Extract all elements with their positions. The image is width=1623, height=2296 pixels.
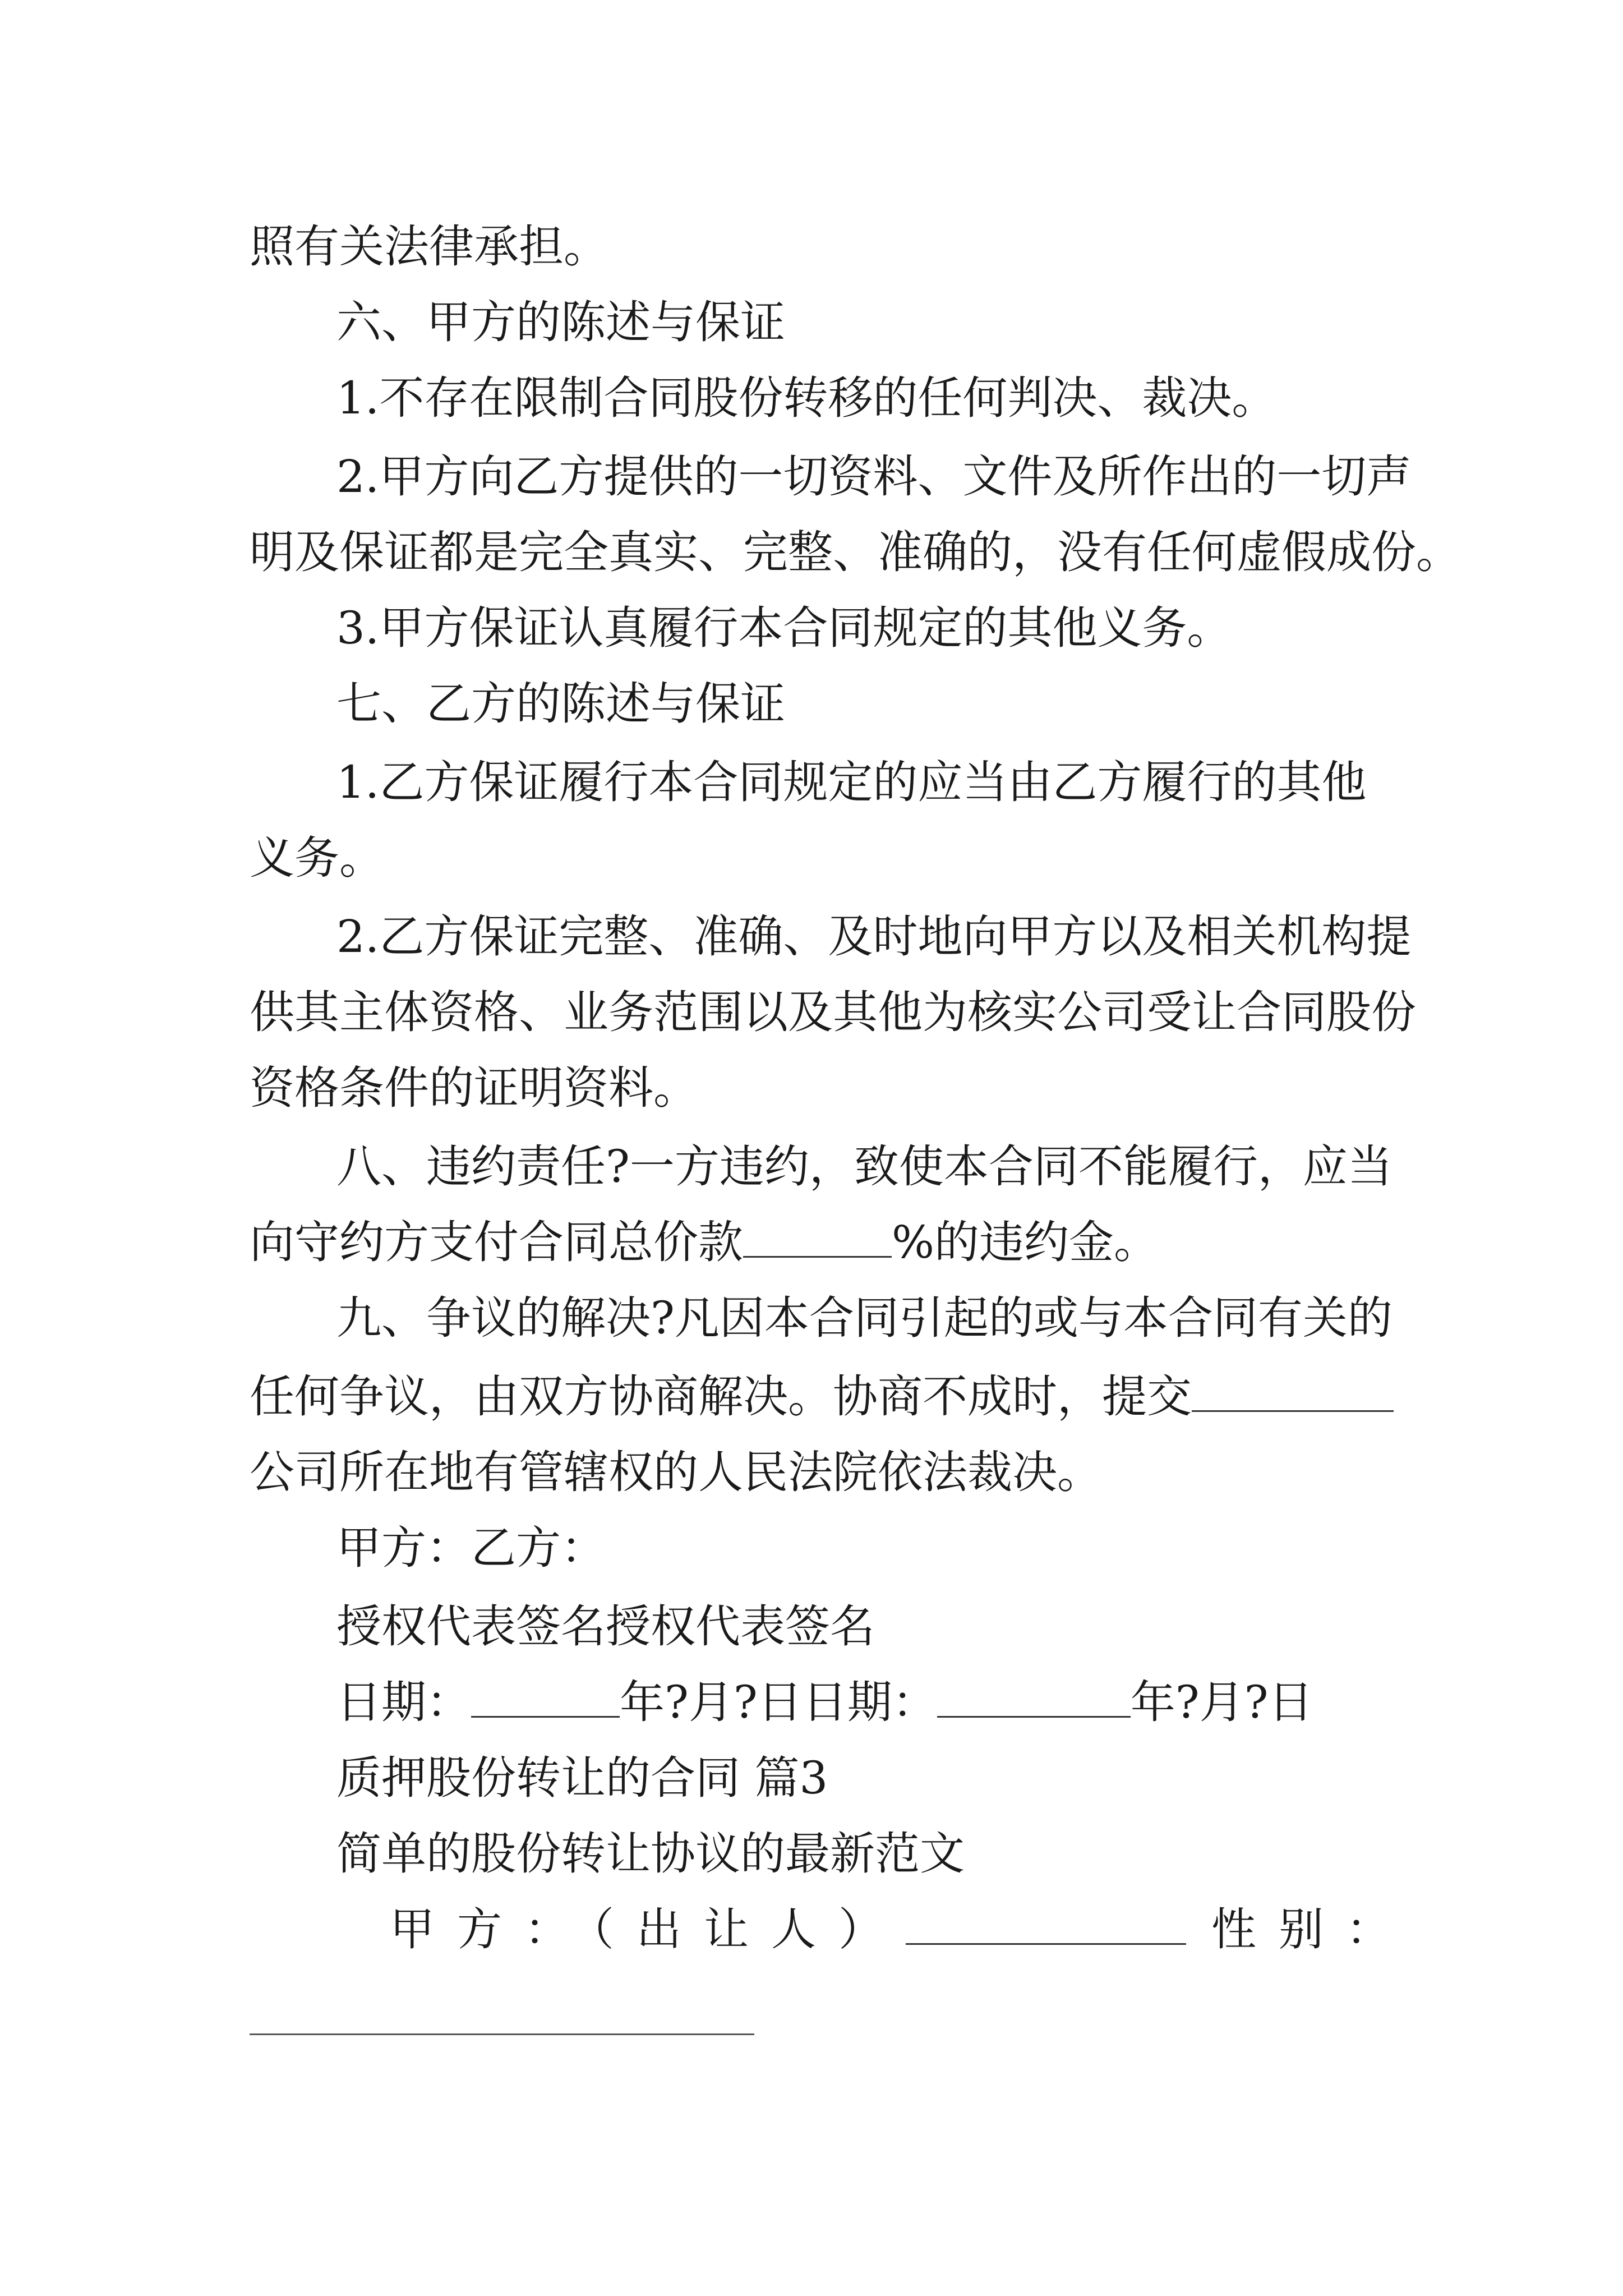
date-label-c: 年?月?日 (1130, 1676, 1313, 1728)
penalty-percent-blank (743, 1219, 892, 1258)
footnote-rule (250, 2033, 754, 2035)
clause-7-2-line3: 资格条件的证明资料。 (250, 1062, 698, 1114)
party-a-label: 甲方：（出让人） (390, 1903, 906, 1955)
section-9-text: 任何争议，由双方协商解决。协商不成时，提交 (250, 1370, 1192, 1423)
party-a-name-blank (906, 1906, 1186, 1945)
clause-7-1-line1: 1.乙方保证履行本合同规定的应当由乙方履行的其他 (336, 756, 1367, 808)
section-9-line3: 公司所在地有管辖权的人民法院依法裁决。 (250, 1446, 1102, 1498)
date-label-a: 日期： (336, 1676, 471, 1728)
party-a-line (390, 1902, 1186, 1958)
paragraph-line: 照有关法律承担。 (250, 220, 608, 273)
party-labels: 甲方：乙方： (336, 1522, 606, 1574)
section-8-line1: 八、违约责任?一方违约，致使本合同不能履行，应当 (336, 1140, 1393, 1193)
section-8-line2 (250, 1214, 1159, 1271)
date-blank-a (471, 1679, 620, 1718)
contract-title-3: 质押股份转让的合同 篇3 (336, 1752, 828, 1804)
section-8-text-end: %的违约金。 (892, 1216, 1159, 1268)
clause-6-3: 3.甲方保证认真履行本合同规定的其他义务。 (336, 602, 1232, 654)
section-9-line2 (250, 1369, 1394, 1425)
clause-6-1: 1.不存在限制合同股份转移的任何判决、裁决。 (336, 372, 1277, 424)
sample-title: 简单的股份转让协议的最新范文 (336, 1828, 965, 1880)
section-8-text: 向守约方支付合同总价款 (250, 1216, 743, 1268)
arbitration-company-blank (1192, 1373, 1394, 1412)
gender-label: 性别： (1211, 1903, 1413, 1955)
section-9-line1: 九、争议的解决?凡因本合同引起的或与本合同有关的 (336, 1292, 1393, 1344)
section-heading-6: 六、甲方的陈述与保证 (336, 296, 785, 348)
clause-7-1-line2: 义务。 (250, 832, 384, 884)
section-heading-7: 七、乙方的陈述与保证 (336, 678, 785, 730)
clause-6-2-line1: 2.甲方向乙方提供的一切资料、文件及所作出的一切声 (336, 450, 1412, 503)
date-line (336, 1674, 1313, 1731)
date-label-b: 年?月?日日期： (620, 1676, 937, 1728)
clause-6-2-line2: 明及保证都是完全真实、完整、准确的，没有任何虚假成份。 (250, 526, 1461, 578)
date-blank-b (937, 1679, 1131, 1718)
clause-7-2-line1: 2.乙方保证完整、准确、及时地向甲方以及相关机构提 (336, 910, 1412, 963)
signature-labels: 授权代表签名授权代表签名 (336, 1600, 875, 1653)
clause-7-2-line2: 供其主体资格、业务范围以及其他为核实公司受让合同股份 (250, 986, 1416, 1038)
